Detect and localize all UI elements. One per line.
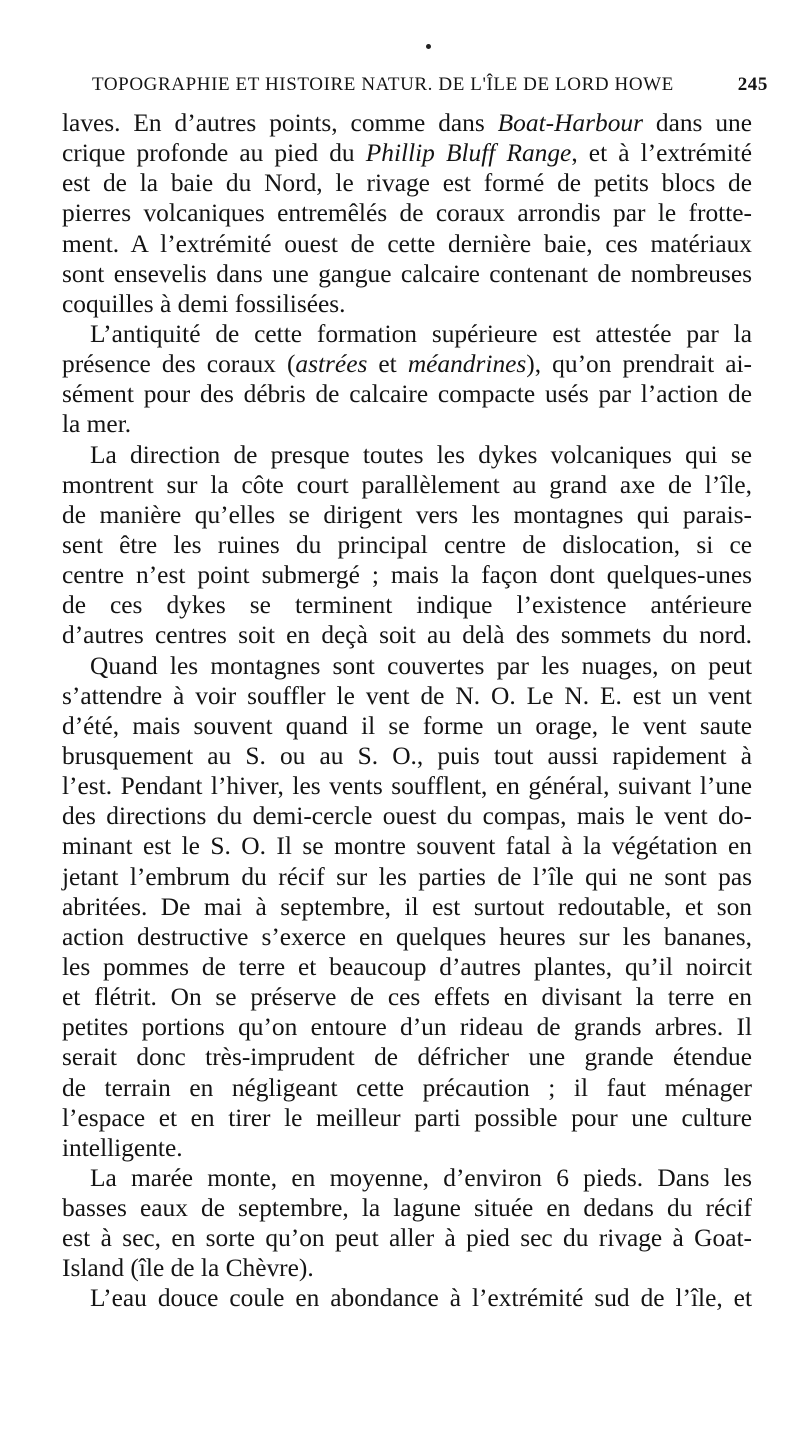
text-segment: les pommes de terre et beaucoup d’autres plantes, qu’il noircit — [62, 952, 752, 981]
text-line — [62, 1223, 752, 1253]
text-line — [62, 168, 752, 198]
page-number: 245 — [737, 74, 768, 95]
text-segment: s’attendre à voir souffler le vent de N. O. Le N. E. est un vent — [62, 681, 752, 710]
text-line — [62, 259, 752, 289]
text-segment: l’est. Pendant l’hiver, les vents soufflent, en général, suivant l’une — [62, 772, 752, 801]
text-line — [62, 590, 752, 620]
text-line — [62, 711, 752, 741]
text-line — [62, 1073, 752, 1103]
text-segment: montrent sur la côte court parallèlement au grand axe de l’île, — [62, 470, 752, 499]
text-segment: action destructive s’exerce en quelques heures sur les bananes, — [62, 922, 752, 951]
text-line — [62, 1042, 752, 1072]
text-segment: et flétrit. On se préserve de ces effets en divisant la terre en — [62, 983, 752, 1012]
text-line — [62, 198, 752, 228]
italic-text: astrées — [295, 350, 368, 379]
text-segment: minant est le S. O. Il se montre souvent fatal à la végétation en — [62, 832, 752, 861]
text-segment: l’espace et en tirer le meilleur parti possible pour une culture — [62, 1103, 752, 1132]
text-line — [62, 620, 752, 650]
text-segment: est à sec, en sorte qu’on peut aller à pied sec du rivage à Goat- — [62, 1224, 752, 1253]
text-segment: de terrain en négligeant cette précaution ; il faut ménager — [62, 1073, 752, 1102]
text-line — [62, 651, 752, 681]
text-segment: sément pour des débris de calcaire compacte usés par l’action de — [62, 380, 752, 409]
running-title: TOPOGRAPHIE ET HISTOIRE NATUR. DE L'ÎLE DE LORD HOWE — [92, 74, 674, 95]
text-line — [62, 1133, 752, 1163]
text-segment: L’antiquité de cette formation supérieure est attestée par la — [90, 319, 752, 348]
text-segment: des directions du demi-cercle ouest du compas, mais le vent do- — [62, 802, 752, 831]
text-line — [62, 1283, 752, 1313]
text-line — [62, 138, 752, 168]
text-segment: intelligente. — [62, 1133, 183, 1162]
text-line — [62, 771, 752, 801]
text-line — [62, 1253, 752, 1283]
text-line — [62, 1012, 752, 1042]
text-segment: ), qu’on prendrait ai- — [526, 350, 752, 379]
text-segment: La direction de presque toutes les dykes volcaniques qui se — [90, 440, 752, 469]
text-segment: de ces dykes se terminent indique l’existence antérieure — [62, 591, 752, 620]
text-segment: laves. En d’autres points, comme dans — [62, 109, 498, 137]
text-segment: d’été, mais souvent quand il se forme un orage, le vent saute — [62, 711, 752, 740]
text-segment: Island (île de la Chèvre). — [62, 1254, 314, 1283]
text-line — [62, 108, 752, 138]
text-line — [62, 560, 752, 590]
text-line — [62, 440, 752, 470]
text-segment: brusquement au S. ou au S. O., puis tout aussi rapidement à — [62, 741, 752, 770]
italic-text: Boat-Harbour — [497, 109, 643, 137]
text-line — [62, 379, 752, 409]
text-line — [62, 892, 752, 922]
text-line — [62, 681, 752, 711]
text-segment: présence des coraux ( — [62, 350, 296, 379]
text-line — [62, 1193, 752, 1223]
text-line — [62, 982, 752, 1012]
text-line — [62, 289, 752, 319]
italic-text: méandrines — [407, 350, 527, 379]
text-line — [62, 349, 752, 379]
text-line — [62, 1103, 752, 1133]
text-segment: basses eaux de septembre, la lagune située en dedans du récif — [62, 1194, 752, 1223]
text-segment: et — [367, 350, 408, 379]
text-line — [62, 801, 752, 831]
text-segment: crique profonde au pied du — [62, 139, 366, 168]
body-text — [62, 108, 752, 1314]
text-line — [62, 470, 752, 500]
text-segment: , et à l’extrémité — [571, 139, 753, 168]
text-segment: dans une — [642, 109, 752, 137]
text-segment: serait donc très-imprudent de défricher une grande étendue — [62, 1043, 752, 1072]
page-header — [92, 74, 768, 102]
text-segment: petites portions qu’on entoure d’un rideau de grands arbres. Il — [62, 1013, 752, 1042]
text-segment: de manière qu’elles se dirigent vers les montagnes qui parais- — [62, 500, 752, 529]
text-line — [62, 1163, 752, 1193]
text-segment: est de la baie du Nord, le rivage est formé de petits blocs de — [62, 169, 752, 198]
text-line — [62, 319, 752, 349]
text-segment: jetant l’embrum du récif sur les parties de l’île qui ne sont pas — [62, 862, 752, 891]
printer-mark — [426, 44, 431, 49]
text-segment: L’eau douce coule en abondance à l’extrémité sud de l’île, et — [90, 1284, 752, 1313]
text-segment: Quand les montagnes sont couvertes par les nuages, on peut — [90, 651, 752, 680]
text-segment: pierres volcaniques entremêlés de coraux arrondis par le frotte- — [62, 199, 752, 228]
text-segment: la mer. — [62, 410, 132, 439]
text-segment: sont ensevelis dans une gangue calcaire contenant de nombreuses — [62, 259, 752, 288]
text-line — [62, 229, 752, 259]
text-segment: d’autres centres soit en deçà soit au delà des sommets du nord. — [62, 621, 752, 650]
text-segment: coquilles à demi fossilisées. — [62, 289, 346, 318]
text-segment: abritées. De mai à septembre, il est surtout redoutable, et son — [62, 892, 752, 921]
text-segment: La marée monte, en moyenne, d’environ 6 pieds. Dans les — [90, 1163, 752, 1192]
text-line — [62, 831, 752, 861]
text-line — [62, 500, 752, 530]
text-line — [62, 741, 752, 771]
text-segment: ment. A l’extrémité ouest de cette dernière baie, ces matériaux — [62, 229, 752, 258]
text-line — [62, 530, 752, 560]
text-line — [62, 922, 752, 952]
text-line — [62, 862, 752, 892]
italic-text: Phillip Bluff Range — [365, 139, 572, 168]
text-line — [62, 952, 752, 982]
text-segment: centre n’est point submergé ; mais la façon dont quelques-unes — [62, 561, 752, 590]
text-line — [62, 409, 752, 439]
text-segment: sent être les ruines du principal centre de dislocation, si ce — [62, 530, 752, 559]
